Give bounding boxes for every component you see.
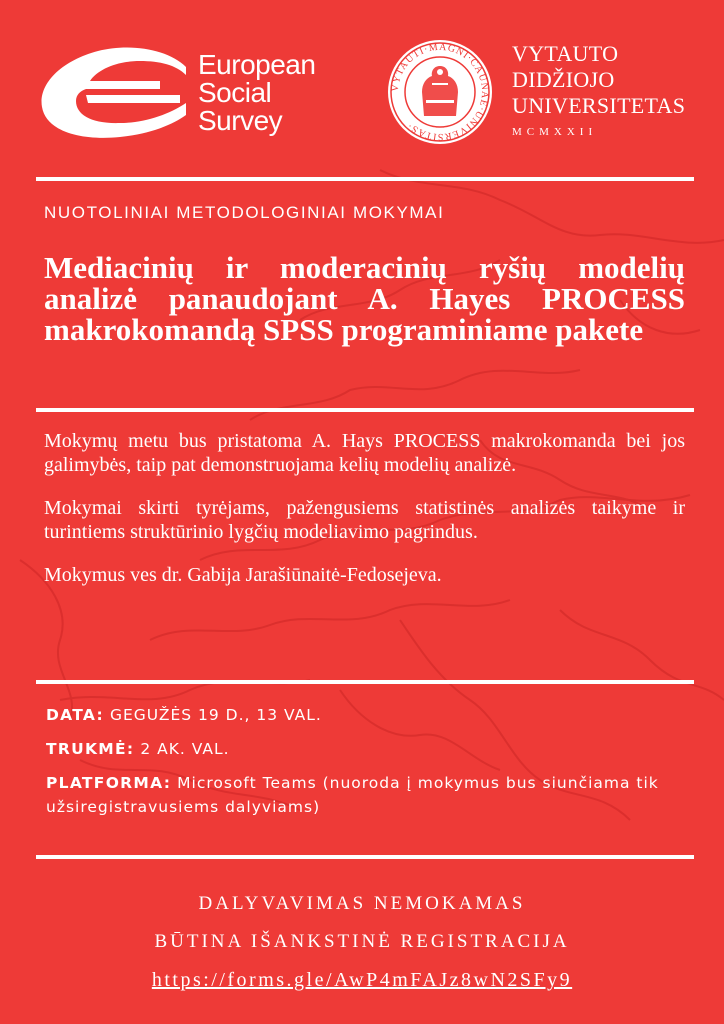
- registration-notice: BŪTINA IŠANKSTINĖ REGISTRACIJA: [154, 931, 570, 952]
- vdu-wordmark: [512, 41, 685, 139]
- ess-line-3: Survey: [198, 105, 283, 136]
- vdu-line-2: DIDŽIOJO: [512, 67, 615, 92]
- event-details: [46, 703, 686, 829]
- divider-top: [36, 177, 694, 181]
- ess-line-1: European: [198, 49, 316, 80]
- intro-paragraph-1: Mokymų metu bus pristatoma A. Hays PROCESS makrokomanda bei jos galimybės, taip pat demonstruojama kelių modelių analizė.: [44, 430, 685, 476]
- seal-text: VYTAUTI·MAGNI·CAUNAE·UNIVERSITAS·: [389, 41, 491, 143]
- free-notice: DALYVAVIMAS NEMOKAMAS: [198, 893, 526, 914]
- platform-label: PLATFORMA:: [46, 774, 172, 792]
- registration-link[interactable]: https://forms.gle/AwP4mFAJz8wN2SFy9: [151, 969, 573, 991]
- ess-wordmark: [198, 51, 315, 135]
- ess-logo: [40, 42, 360, 142]
- platform-value: Microsoft Teams (nuoroda į mokymus bus siunčiama tik užsiregistravusiems dalyviams): [46, 774, 659, 816]
- duration-label: TRUKMĖ:: [46, 740, 135, 758]
- university-seal-icon: [386, 38, 494, 146]
- kicker: NUOTOLINIAI METODOLOGINIAI MOKYMAI: [44, 203, 445, 222]
- intro-text: [44, 429, 685, 606]
- swoosh-e-icon: [40, 45, 190, 140]
- divider-details: [36, 680, 694, 684]
- divider-middle: [36, 408, 694, 412]
- duration-row: [46, 737, 686, 761]
- platform-row: [46, 771, 686, 819]
- page-title: Mediacinių ir moderacinių ryšių modelių analizė panaudojant A. Hayes PROCESS makrokomandą SPSS programiniame pakete: [44, 250, 685, 347]
- intro-paragraph-3: Mokymus ves dr. Gabija Jarašiūnaitė-Fedosejeva.: [44, 564, 442, 586]
- date-label: DATA:: [46, 706, 105, 724]
- footer: [0, 893, 724, 1008]
- divider-bottom: [36, 855, 694, 859]
- duration-value: 2 AK. VAL.: [134, 740, 230, 758]
- date-value: GEGUŽĖS 19 D., 13 VAL.: [104, 706, 322, 724]
- vdu-founding-year: MCMXXII: [512, 126, 598, 138]
- intro-paragraph-2: Mokymai skirti tyrėjams, pažengusiems statistinės analizės taikyme ir turintiems struktūrinio lygčių modeliavimo pagrindus.: [44, 497, 685, 543]
- vdu-line-1: VYTAUTO: [512, 41, 619, 66]
- vdu-line-3: UNIVERSITETAS: [512, 93, 686, 118]
- ess-line-2: Social: [198, 77, 272, 108]
- date-row: [46, 703, 686, 727]
